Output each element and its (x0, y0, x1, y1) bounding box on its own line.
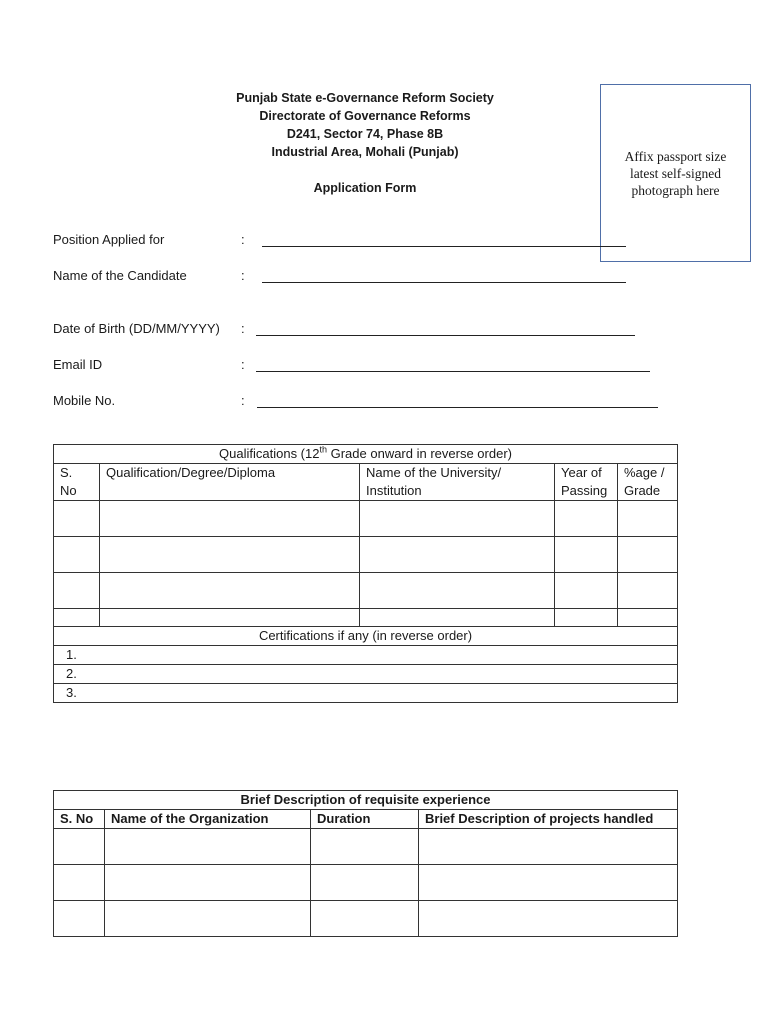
directorate-name: Directorate of Governance Reforms (259, 109, 471, 123)
certification-row: 2. (54, 665, 678, 684)
email-input-line[interactable] (256, 371, 650, 372)
col-exp-duration: Duration (311, 810, 419, 829)
col-grade: %age / Grade (618, 464, 678, 501)
field-candidate-name-label: Name of the Candidate (53, 268, 187, 283)
table-row (54, 901, 678, 937)
field-colon: : (241, 321, 245, 336)
field-colon: : (241, 357, 245, 372)
field-email-label: Email ID (53, 357, 103, 372)
address-line-2: Industrial Area, Mohali (Punjab) (271, 145, 459, 159)
field-dob-label: Date of Birth (DD/MM/YYYY) (53, 321, 220, 336)
col-university: Name of the University/ Institution (360, 464, 555, 501)
table-row (54, 501, 678, 537)
certification-row: 3. (54, 684, 678, 703)
field-colon: : (241, 268, 245, 283)
mobile-input-line[interactable] (257, 407, 658, 408)
position-input-line[interactable] (262, 246, 626, 247)
field-colon: : (241, 232, 245, 247)
col-year: Year of Passing (555, 464, 618, 501)
experience-table (53, 790, 678, 937)
qualifications-table (53, 444, 678, 703)
org-name: Punjab State e-Governance Reform Society (236, 91, 494, 105)
field-mobile-label: Mobile No. (53, 393, 116, 408)
col-exp-organization: Name of the Organization (105, 810, 311, 829)
col-exp-description: Brief Description of projects handled (419, 810, 678, 829)
photo-instruction: Affix passport size latest self-signed photograph here (624, 148, 727, 198)
address-line-1: D241, Sector 74, Phase 8B (286, 127, 444, 141)
qualifications-title: Qualifications (12th Grade onward in reverse order) (54, 445, 678, 464)
experience-title: Brief Description of requisite experience (54, 791, 678, 810)
certifications-title: Certifications if any (in reverse order) (54, 627, 678, 646)
table-row (54, 609, 678, 627)
table-row (54, 537, 678, 573)
col-sno: S. No (54, 464, 100, 501)
certification-row: 1. (54, 646, 678, 665)
col-exp-sno: S. No (54, 810, 105, 829)
form-header (160, 89, 570, 197)
table-row (54, 573, 678, 609)
table-row (54, 829, 678, 865)
table-row (54, 865, 678, 901)
photo-placeholder (600, 84, 751, 262)
field-position-label: Position Applied for (53, 232, 165, 247)
col-qualification: Qualification/Degree/Diploma (100, 464, 360, 501)
candidate-name-input-line[interactable] (262, 282, 626, 283)
field-colon: : (241, 393, 245, 408)
dob-input-line[interactable] (256, 335, 635, 336)
form-title: Application Form (313, 181, 417, 195)
